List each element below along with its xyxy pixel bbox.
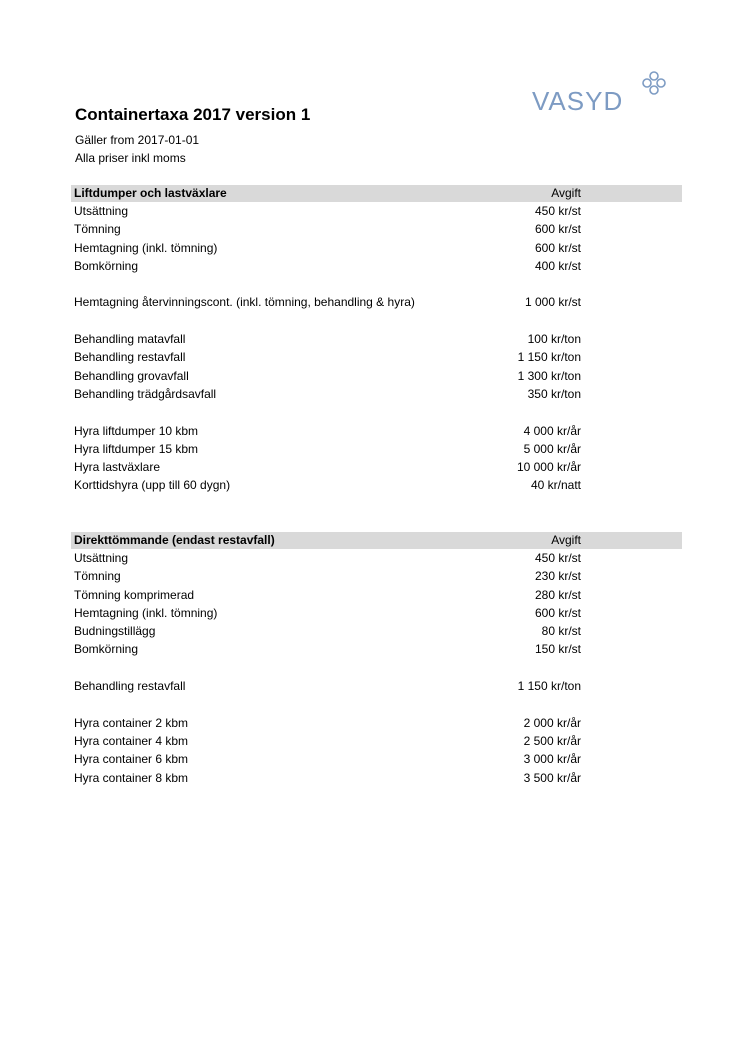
- row-label: Hyra liftdumper 15 kbm: [74, 441, 199, 456]
- row-label: Hemtagning (inkl. tömning): [74, 605, 218, 620]
- row-price: 40 kr/natt: [530, 478, 581, 493]
- row-price: 2 000 kr/år: [523, 715, 581, 730]
- row-price: 4 000 kr/år: [523, 423, 581, 438]
- table-row: [71, 293, 682, 311]
- table-row: [71, 440, 682, 458]
- table-row: [71, 677, 682, 695]
- row-label: Behandling matavfall: [74, 332, 186, 347]
- row-label: Bomkörning: [74, 642, 139, 657]
- table-row: [71, 385, 682, 403]
- row-price: 280 kr/st: [534, 587, 581, 602]
- row-price: 230 kr/st: [534, 569, 581, 584]
- row-price: 350 kr/ton: [527, 386, 581, 401]
- row-price: 10 000 kr/år: [516, 460, 581, 475]
- valid-from-text: Gäller from 2017-01-01: [75, 133, 200, 147]
- row-price: 450 kr/st: [534, 204, 581, 218]
- logo-text: VASYD: [532, 86, 624, 116]
- row-label: Budningstillägg: [74, 624, 156, 639]
- row-price: 1 300 kr/ton: [517, 368, 581, 383]
- table-row: [71, 422, 682, 440]
- row-label: Hemtagning återvinningscont. (inkl. tömning, behandling & hyra): [74, 295, 415, 310]
- table-row: [71, 714, 682, 732]
- row-price: 600 kr/st: [534, 222, 581, 237]
- table-row: [71, 622, 682, 640]
- fee-column-header: Avgift: [551, 186, 581, 200]
- vat-note-text: Alla priser inkl moms: [75, 151, 186, 165]
- row-label: Hyra container 4 kbm: [74, 733, 189, 748]
- table-row: [71, 750, 682, 768]
- table-row: [71, 549, 682, 567]
- row-price: 150 kr/st: [534, 642, 581, 657]
- spacer-row: [71, 275, 682, 293]
- spacer-row: [71, 403, 682, 421]
- row-price: 100 kr/ton: [527, 332, 581, 347]
- row-label: Hyra container 8 kbm: [74, 770, 189, 785]
- row-price: 3 000 kr/år: [523, 752, 581, 767]
- row-price: 600 kr/st: [534, 605, 581, 620]
- row-label: Utsättning: [74, 551, 129, 565]
- table-row: [71, 239, 682, 257]
- vasyd-logo: [530, 70, 670, 116]
- row-price: 400 kr/st: [534, 258, 581, 273]
- row-label: Hyra lastväxlare: [74, 460, 161, 475]
- table-row: [71, 476, 682, 494]
- row-label: Behandling trädgårdsavfall: [74, 386, 217, 401]
- table-row: [71, 604, 682, 622]
- row-label: Hyra container 2 kbm: [74, 715, 189, 730]
- page-title: Containertaxa 2017 version 1: [75, 105, 311, 124]
- row-price: 450 kr/st: [534, 551, 581, 565]
- spacer-row: [71, 312, 682, 330]
- direkttommande-price-table: [71, 532, 682, 787]
- row-label: Hyra liftdumper 10 kbm: [74, 423, 199, 438]
- table-header: [71, 185, 682, 202]
- table-row: [71, 348, 682, 366]
- row-label: Tömning: [74, 222, 121, 237]
- row-price: 80 kr/st: [541, 624, 581, 639]
- spacer-row: [71, 659, 682, 677]
- table-row: [71, 202, 682, 220]
- table-row: [71, 220, 682, 238]
- section-heading: Direkttömmande (endast restavfall): [74, 533, 275, 547]
- table-row: [71, 586, 682, 604]
- table-row: [71, 458, 682, 476]
- row-label: Korttidshyra (upp till 60 dygn): [74, 478, 231, 493]
- row-label: Behandling restavfall: [74, 679, 186, 694]
- row-price: 5 000 kr/år: [523, 441, 581, 456]
- table-row: [71, 257, 682, 275]
- row-price: 3 500 kr/år: [523, 770, 581, 785]
- table-header: [71, 532, 682, 549]
- row-label: Behandling grovavfall: [74, 368, 189, 383]
- logo-rings-icon: [643, 72, 665, 94]
- row-label: Hyra container 6 kbm: [74, 752, 189, 767]
- row-price: 600 kr/st: [534, 240, 581, 255]
- row-price: 1 000 kr/st: [524, 295, 581, 310]
- spacer-row: [71, 695, 682, 713]
- row-price: 1 150 kr/ton: [517, 350, 581, 365]
- section-heading: Liftdumper och lastväxlare: [74, 186, 227, 200]
- row-label: Hemtagning (inkl. tömning): [74, 240, 218, 255]
- row-price: 2 500 kr/år: [523, 733, 581, 748]
- row-label: Tömning: [74, 569, 121, 584]
- table-row: [71, 330, 682, 348]
- table-row: [71, 769, 682, 787]
- row-price: 1 150 kr/ton: [517, 679, 581, 694]
- row-label: Tömning komprimerad: [74, 587, 195, 602]
- table-row: [71, 732, 682, 750]
- row-label: Bomkörning: [74, 258, 139, 273]
- liftdumper-price-table: [71, 185, 682, 495]
- table-row: [71, 567, 682, 585]
- row-label: Utsättning: [74, 204, 129, 218]
- table-row: [71, 640, 682, 658]
- row-label: Behandling restavfall: [74, 350, 186, 365]
- fee-column-header: Avgift: [551, 533, 581, 547]
- table-row: [71, 367, 682, 385]
